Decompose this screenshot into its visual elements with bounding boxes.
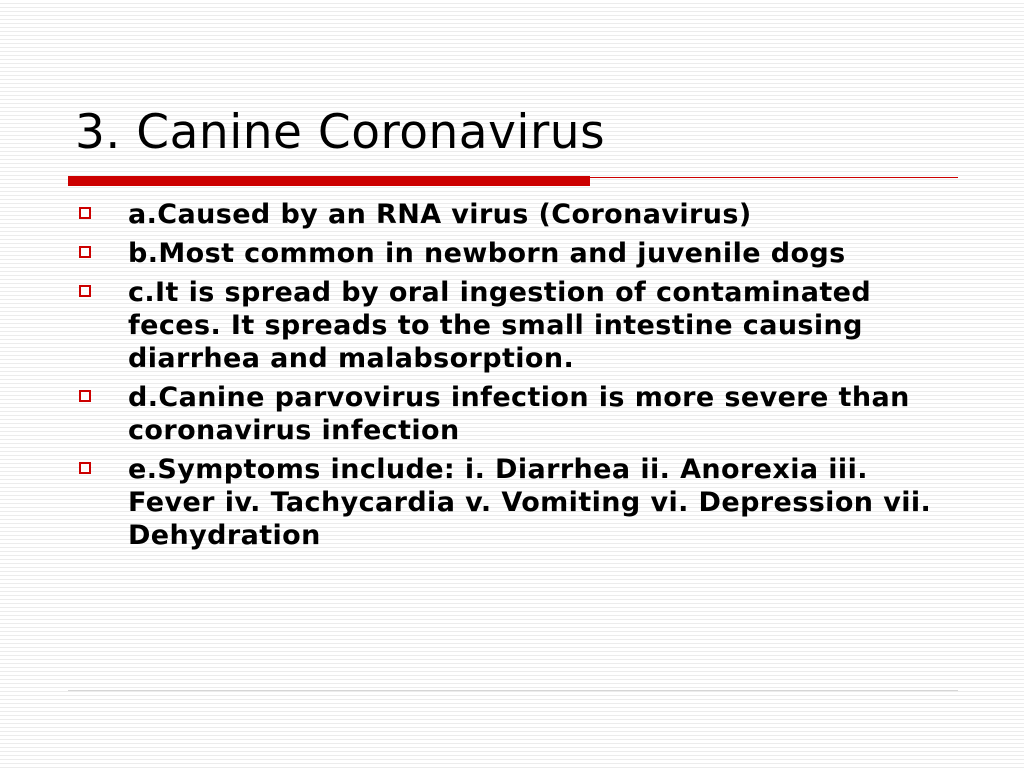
slide-title: 3. Canine Coronavirus xyxy=(75,105,606,160)
title-underline xyxy=(68,174,958,188)
bullet-text: a.Caused by an RNA virus (Coronavirus) xyxy=(128,199,752,230)
title-underline-thin xyxy=(590,177,958,178)
bullet-item xyxy=(77,237,957,270)
bullet-text: c.It is spread by oral ingestion of contaminated feces. It spreads to the small intestine causing diarrhea and malabsorption. xyxy=(128,277,872,374)
hollow-square-icon xyxy=(79,285,91,297)
bullet-text: b.Most common in newborn and juvenile dogs xyxy=(128,238,846,269)
bullet-text: d.Canine parvovirus infection is more severe than coronavirus infection xyxy=(128,382,910,446)
footer-divider xyxy=(68,690,958,691)
hollow-square-icon xyxy=(79,390,91,402)
bullet-item xyxy=(77,453,957,552)
bullet-text: e.Symptoms include: i. Diarrhea ii. Anorexia iii. Fever iv. Tachycardia v. Vomiting vi. Depression vii. Dehydration xyxy=(128,454,932,551)
hollow-square-icon xyxy=(79,207,91,219)
bullet-list xyxy=(77,198,957,558)
title-underline-thick xyxy=(68,176,590,186)
hollow-square-icon xyxy=(79,246,91,258)
bullet-item xyxy=(77,276,957,375)
bullet-item xyxy=(77,381,957,447)
bullet-item xyxy=(77,198,957,231)
hollow-square-icon xyxy=(79,462,91,474)
